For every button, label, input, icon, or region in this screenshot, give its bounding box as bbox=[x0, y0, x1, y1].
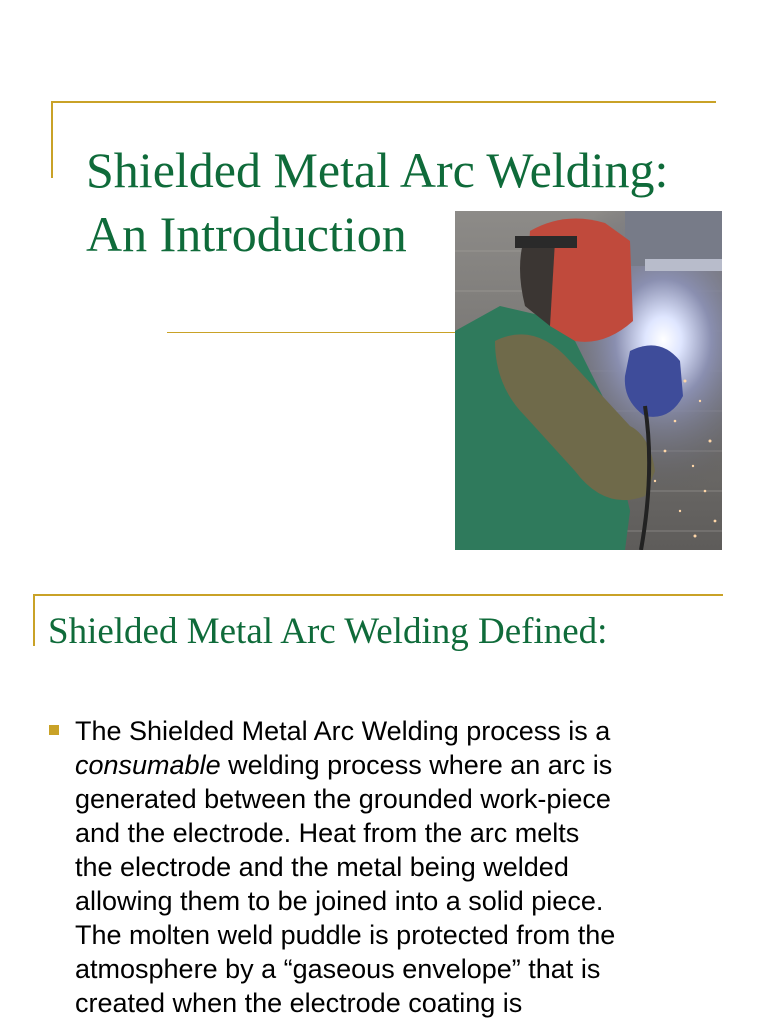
bullet-line: the electrode and the metal being welded bbox=[75, 852, 569, 882]
left-accent-line bbox=[51, 101, 53, 178]
bullet-line: atmosphere by a “gaseous envelope” that is bbox=[75, 954, 601, 984]
title-line-1: Shielded Metal Arc Welding: bbox=[86, 142, 669, 198]
top-accent-line bbox=[51, 101, 716, 103]
definition-slide bbox=[0, 580, 768, 1024]
list-item bbox=[48, 714, 738, 1020]
bullet-line: The molten weld puddle is protected from the bbox=[75, 920, 616, 950]
left-accent-line bbox=[33, 594, 35, 646]
top-accent-line bbox=[33, 594, 723, 596]
bullet-line: The Shielded Metal Arc Welding process is a bbox=[75, 716, 611, 746]
bullet-line: and the electrode. Heat from the arc melts bbox=[75, 818, 580, 848]
emphasis-text: consumable bbox=[75, 750, 221, 780]
welder-illustration bbox=[455, 211, 722, 550]
bullet-text bbox=[75, 714, 738, 1020]
welder-photo bbox=[455, 211, 722, 550]
slide-heading: Shielded Metal Arc Welding Defined: bbox=[48, 611, 608, 652]
bullet-line-rest: welding process where an arc is bbox=[220, 750, 613, 780]
title-line-2: An Introduction bbox=[86, 206, 407, 262]
bullet-list bbox=[48, 714, 738, 1020]
bullet-line: created when the electrode coating is bbox=[75, 988, 523, 1018]
square-bullet-icon bbox=[49, 725, 59, 735]
bullet-line: generated between the grounded work-piece bbox=[75, 784, 611, 814]
subtitle-accent-line bbox=[167, 332, 457, 333]
bullet-line bbox=[75, 748, 738, 782]
bullet-line: allowing them to be joined into a solid piece. bbox=[75, 886, 604, 916]
